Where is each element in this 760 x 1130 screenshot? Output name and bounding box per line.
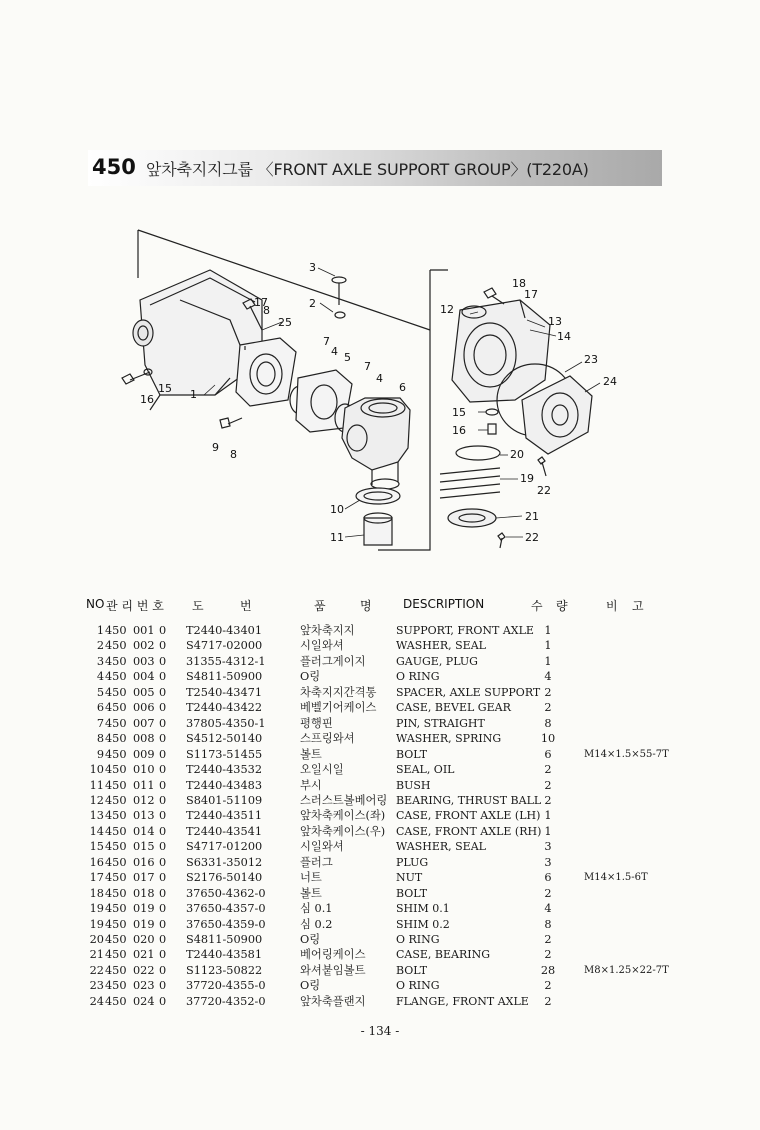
callout-13: 13 (548, 315, 562, 328)
cell-item: 012 (133, 793, 155, 807)
cell-grp: 450 (105, 917, 127, 931)
cell-kr: 베어링케이스 (300, 948, 366, 962)
cell-kr: 볼트 (300, 747, 322, 761)
cell-qty: 4 (544, 902, 552, 916)
cell-desc: CASE, FRONT AXLE (LH) (396, 809, 541, 823)
table-row (0, 669, 760, 684)
table-row (0, 623, 760, 638)
cell-grp: 450 (105, 716, 127, 730)
callout-4b: 4 (376, 372, 383, 385)
cell-qty: 28 (540, 963, 556, 977)
cell-code: 0 (159, 732, 167, 746)
page-number: - 134 - (360, 1024, 400, 1038)
cell-kr: 앞차축플랜지 (300, 994, 366, 1008)
cell-kr: O링 (300, 670, 321, 684)
cell-desc: PIN, STRAIGHT (396, 716, 485, 730)
cell-kr: 앞차축지지 (300, 624, 355, 637)
cell-qty: 2 (544, 994, 552, 1008)
cell-code: 0 (159, 716, 167, 730)
cell-qty: 2 (544, 793, 552, 807)
cell-no: 24 (89, 994, 104, 1008)
cell-no: 7 (96, 716, 104, 730)
cell-qty: 6 (544, 747, 552, 761)
cell-kr: 오일시일 (300, 763, 344, 777)
cell-kr: 평행핀 (300, 716, 333, 730)
cell-desc: BOLT (396, 963, 428, 977)
callout-6: 6 (399, 381, 406, 394)
section-title: 앞차축지지그룹 〈FRONT AXLE SUPPORT GROUP〉(T220A) (146, 160, 589, 179)
table-row (0, 716, 760, 731)
bevel-gear-case (342, 398, 410, 489)
cell-item: 008 (133, 732, 155, 746)
callout-12: 12 (440, 303, 454, 316)
header-mgmt-no: 관 리 번 호 (106, 599, 164, 613)
cell-kr: O링 (300, 979, 321, 993)
cell-qty: 2 (544, 933, 552, 946)
cell-item: 011 (133, 778, 155, 792)
cell-grp: 450 (105, 778, 127, 792)
callout-15: 15 (158, 382, 172, 395)
callout-18: 18 (512, 277, 526, 290)
header-remark-b: 고 (632, 599, 644, 613)
cell-grp: 450 (105, 747, 127, 761)
callout-3: 3 (309, 261, 316, 274)
cell-code: 0 (159, 994, 167, 1008)
cell-part: T2440-43511 (186, 809, 263, 823)
cell-desc: GAUGE, PLUG (396, 654, 478, 668)
cell-desc: BOLT (396, 747, 428, 761)
cell-part: S6331-35012 (186, 855, 263, 869)
cell-qty: 2 (544, 948, 552, 962)
callout-21: 21 (525, 510, 539, 523)
table-row (0, 762, 760, 777)
cell-kr: 부시 (300, 778, 322, 792)
cell-item: 013 (133, 809, 155, 823)
cell-qty: 6 (544, 871, 552, 885)
callout-7: 7 (323, 335, 330, 348)
cell-grp: 450 (105, 763, 127, 777)
exploded-parts-diagram (0, 200, 760, 570)
table-row (0, 870, 760, 885)
cell-item: 018 (133, 886, 155, 900)
cell-part: T2540-43471 (186, 685, 263, 699)
header-remark-a: 비 (606, 599, 618, 613)
callout-16: 16 (140, 393, 154, 406)
cell-qty: 1 (544, 654, 552, 668)
cell-no: 5 (96, 685, 104, 699)
cell-kr: 와셔붙임볼트 (300, 963, 366, 977)
callout-15b: 15 (452, 406, 466, 419)
header-qty-a: 수 (531, 599, 543, 613)
callout-16b: 16 (452, 424, 466, 437)
header-name-b: 명 (360, 599, 372, 613)
cell-code: 0 (159, 809, 167, 823)
cell-code: 0 (159, 624, 167, 637)
cell-no: 3 (96, 654, 104, 668)
cell-qty: 1 (544, 824, 552, 838)
cell-part: S4811-50900 (186, 670, 263, 684)
cell-code: 0 (159, 886, 167, 900)
front-axle-case (452, 300, 550, 402)
cell-no: 16 (89, 855, 104, 869)
cell-grp: 450 (105, 871, 127, 885)
table-row (0, 947, 760, 962)
header-part-no-a: 도 (192, 599, 204, 613)
table-row (0, 808, 760, 823)
callout-8b: 8 (230, 448, 237, 461)
cell-item: 019 (133, 902, 155, 916)
cell-no: 23 (89, 979, 104, 993)
callout-23: 23 (584, 353, 598, 366)
cell-kr: 스프링와셔 (300, 732, 355, 746)
cell-item: 019 (133, 917, 155, 931)
cell-kr: 앞차축케이스(좌) (300, 809, 386, 823)
cell-no: 19 (89, 917, 104, 931)
cell-grp: 450 (105, 732, 127, 746)
cell-part: S1173-51455 (186, 747, 263, 761)
cell-grp: 450 (105, 933, 127, 946)
cell-no: 10 (89, 763, 104, 777)
cell-qty: 2 (544, 979, 552, 993)
table-row (0, 886, 760, 901)
cell-item: 002 (133, 639, 155, 653)
cell-code: 0 (159, 855, 167, 869)
cell-grp: 450 (105, 994, 127, 1008)
cell-desc: SPACER, AXLE SUPPORT (396, 685, 541, 699)
cell-kr: 심 0.2 (300, 917, 333, 931)
header-qty-b: 량 (556, 599, 568, 613)
callout-8: 8 (263, 304, 270, 317)
cell-desc: WASHER, SPRING (396, 732, 502, 746)
cell-grp: 450 (105, 639, 127, 653)
cell-part: S1123-50822 (186, 963, 263, 977)
header-name-a: 품 (314, 599, 326, 613)
cell-part: S4717-01200 (186, 840, 263, 854)
cell-qty: 2 (544, 763, 552, 777)
cell-qty: 8 (544, 716, 552, 730)
cell-part: T2440-43581 (186, 948, 263, 962)
cell-desc: CASE, BEVEL GEAR (396, 701, 511, 715)
cell-code: 0 (159, 701, 167, 715)
cell-desc: CASE, BEARING (396, 948, 491, 962)
cell-grp: 450 (105, 624, 127, 637)
cell-desc: WASHER, SEAL (396, 639, 486, 653)
cell-part: 37650-4362-0 (186, 886, 266, 900)
cell-code: 0 (159, 840, 167, 854)
callout-14: 14 (557, 330, 571, 343)
cell-qty: 4 (544, 670, 552, 684)
table-row (0, 978, 760, 993)
cell-kr: 심 0.1 (300, 902, 333, 916)
cell-part: T2440-43532 (186, 763, 263, 777)
cell-desc: O RING (396, 933, 440, 946)
cell-no: 20 (89, 933, 104, 946)
callout-25: 25 (278, 316, 292, 329)
cell-desc: SHIM 0.2 (396, 917, 450, 931)
cell-item: 001 (133, 624, 155, 637)
cell-code: 0 (159, 917, 167, 931)
table-row (0, 932, 760, 947)
cell-qty: 8 (544, 917, 552, 931)
cell-part: 37720-4352-0 (186, 994, 266, 1008)
table-row (0, 901, 760, 916)
table-row (0, 839, 760, 854)
cell-no: 1 (96, 624, 104, 637)
cell-code: 0 (159, 963, 167, 977)
cell-no: 17 (89, 871, 104, 885)
callout-17b: 17 (524, 288, 538, 301)
cell-item: 005 (133, 685, 155, 699)
cell-kr: 차축지지간격통 (300, 685, 377, 699)
cell-item: 014 (133, 824, 155, 838)
cell-grp: 450 (105, 840, 127, 854)
cell-remark: M14×1.5-6T (584, 872, 648, 884)
cell-qty: 2 (544, 685, 552, 699)
cell-kr: 플러그 (300, 855, 333, 869)
cell-code: 0 (159, 793, 167, 807)
cell-grp: 450 (105, 979, 127, 993)
cell-grp: 450 (105, 654, 127, 668)
cell-no: 19 (89, 902, 104, 916)
table-row (0, 855, 760, 870)
callout-1: 1 (190, 388, 197, 401)
cell-part: T2440-43401 (186, 624, 263, 637)
cell-desc: SEAL, OIL (396, 763, 455, 777)
cell-item: 009 (133, 747, 155, 761)
cell-grp: 450 (105, 670, 127, 684)
cell-part: T2440-43483 (186, 778, 263, 792)
cell-grp: 450 (105, 948, 127, 962)
cell-no: 6 (96, 701, 104, 715)
table-row (0, 685, 760, 700)
cell-part: 37805-4350-1 (186, 716, 266, 730)
cell-desc: CASE, FRONT AXLE (RH) (396, 824, 542, 838)
cell-grp: 450 (105, 824, 127, 838)
cell-grp: 450 (105, 886, 127, 900)
cell-part: T2440-43541 (186, 824, 263, 838)
cell-item: 016 (133, 855, 155, 869)
cell-no: 13 (89, 809, 104, 823)
table-row (0, 638, 760, 653)
callout-2: 2 (309, 297, 316, 310)
cell-desc: O RING (396, 670, 440, 684)
cell-item: 024 (133, 994, 155, 1008)
cell-part: S8401-51109 (186, 793, 263, 807)
cell-no: 2 (96, 639, 104, 653)
cell-no: 14 (89, 824, 104, 838)
cell-item: 004 (133, 670, 155, 684)
cell-no: 12 (89, 793, 104, 807)
cell-remark: M14×1.5×55-7T (584, 748, 669, 760)
cell-desc: NUT (396, 871, 423, 885)
cell-no: 15 (89, 840, 104, 854)
cell-code: 0 (159, 948, 167, 962)
cell-code: 0 (159, 778, 167, 792)
table-row (0, 731, 760, 746)
cell-desc: WASHER, SEAL (396, 840, 486, 854)
cell-desc: SUPPORT, FRONT AXLE (396, 624, 534, 637)
cell-desc: BUSH (396, 778, 431, 792)
callout-9: 9 (212, 441, 219, 454)
table-row (0, 994, 760, 1009)
table-row (0, 778, 760, 793)
cell-part: T2440-43422 (186, 701, 263, 715)
table-row (0, 963, 760, 978)
cell-qty: 3 (544, 855, 552, 869)
cell-part: S4811-50900 (186, 933, 263, 946)
header-no: NO (86, 597, 105, 611)
cell-part: 31355-4312-1 (186, 654, 266, 668)
callout-22b: 22 (525, 531, 539, 544)
callout-7b: 7 (364, 360, 371, 373)
cell-grp: 450 (105, 701, 127, 715)
callout-22: 22 (537, 484, 551, 497)
callout-4: 4 (331, 345, 338, 358)
cell-code: 0 (159, 763, 167, 777)
cell-code: 0 (159, 639, 167, 653)
section-title-banner (88, 150, 662, 186)
table-row (0, 700, 760, 715)
cell-qty: 2 (544, 701, 552, 715)
cell-qty: 10 (540, 732, 556, 746)
table-row (0, 824, 760, 839)
cell-code: 0 (159, 685, 167, 699)
callout-10: 10 (330, 503, 344, 516)
cell-remark: M8×1.25×22-7T (584, 964, 669, 976)
cell-qty: 2 (544, 778, 552, 792)
cell-code: 0 (159, 871, 167, 885)
cell-part: S4512-50140 (186, 732, 263, 746)
table-row (0, 747, 760, 762)
cell-grp: 450 (105, 855, 127, 869)
callout-24: 24 (603, 375, 617, 388)
cell-code: 0 (159, 747, 167, 761)
cell-desc: O RING (396, 979, 440, 993)
cell-kr: 베벨기어케이스 (300, 701, 377, 715)
cell-desc: BEARING, THRUST BALL (396, 793, 542, 807)
cell-item: 017 (133, 871, 155, 885)
cell-item: 022 (133, 963, 155, 977)
cell-desc: PLUG (396, 855, 429, 869)
cell-qty: 3 (544, 840, 552, 854)
cell-grp: 450 (105, 963, 127, 977)
cell-kr: 앞차축케이스(우) (300, 824, 386, 838)
cell-item: 015 (133, 840, 155, 854)
cell-no: 8 (96, 732, 104, 746)
cell-part: 37720-4355-0 (186, 979, 266, 993)
table-row (0, 917, 760, 932)
cell-desc: FLANGE, FRONT AXLE (396, 994, 529, 1008)
section-number: 450 (92, 155, 136, 179)
cell-code: 0 (159, 933, 167, 946)
callout-19: 19 (520, 472, 534, 485)
cell-desc: SHIM 0.1 (396, 902, 450, 916)
cell-grp: 450 (105, 809, 127, 823)
cell-kr: 시일와셔 (300, 840, 344, 854)
cell-code: 0 (159, 824, 167, 838)
cell-qty: 2 (544, 886, 552, 900)
cell-code: 0 (159, 670, 167, 684)
cell-item: 021 (133, 948, 155, 962)
callout-11: 11 (330, 531, 344, 544)
cell-kr: 스러스트볼베어링 (300, 793, 388, 807)
cell-part: S2176-50140 (186, 871, 263, 885)
cell-no: 18 (89, 886, 104, 900)
table-row (0, 793, 760, 808)
cell-qty: 1 (544, 809, 552, 823)
cell-no: 22 (89, 963, 104, 977)
cell-code: 0 (159, 902, 167, 916)
callout-5: 5 (344, 351, 351, 364)
table-row (0, 654, 760, 669)
cell-kr: 시일와셔 (300, 639, 344, 653)
callout-20: 20 (510, 448, 524, 461)
cell-item: 006 (133, 701, 155, 715)
cell-part: 37650-4357-0 (186, 902, 266, 916)
cell-part: 37650-4359-0 (186, 917, 266, 931)
cell-no: 9 (96, 747, 104, 761)
cell-kr: 너트 (300, 871, 322, 885)
cell-no: 4 (96, 670, 104, 684)
cell-qty: 1 (544, 624, 552, 637)
cell-kr: 볼트 (300, 886, 322, 900)
cell-no: 11 (89, 778, 104, 792)
cell-item: 003 (133, 654, 155, 668)
cell-grp: 450 (105, 685, 127, 699)
callout-17: 17 (254, 296, 268, 309)
cell-no: 21 (89, 948, 104, 962)
cell-kr: O링 (300, 933, 321, 946)
cell-kr: 플러그게이지 (300, 654, 366, 668)
cell-grp: 450 (105, 902, 127, 916)
cell-grp: 450 (105, 793, 127, 807)
cell-part: S4717-02000 (186, 639, 263, 653)
cell-item: 020 (133, 933, 155, 946)
cell-desc: BOLT (396, 886, 428, 900)
cell-qty: 1 (544, 639, 552, 653)
cell-code: 0 (159, 979, 167, 993)
header-part-no-b: 번 (240, 599, 252, 613)
cell-code: 0 (159, 654, 167, 668)
cell-item: 023 (133, 979, 155, 993)
cell-item: 007 (133, 716, 155, 730)
header-description: DESCRIPTION (403, 597, 485, 611)
cell-item: 010 (133, 763, 155, 777)
